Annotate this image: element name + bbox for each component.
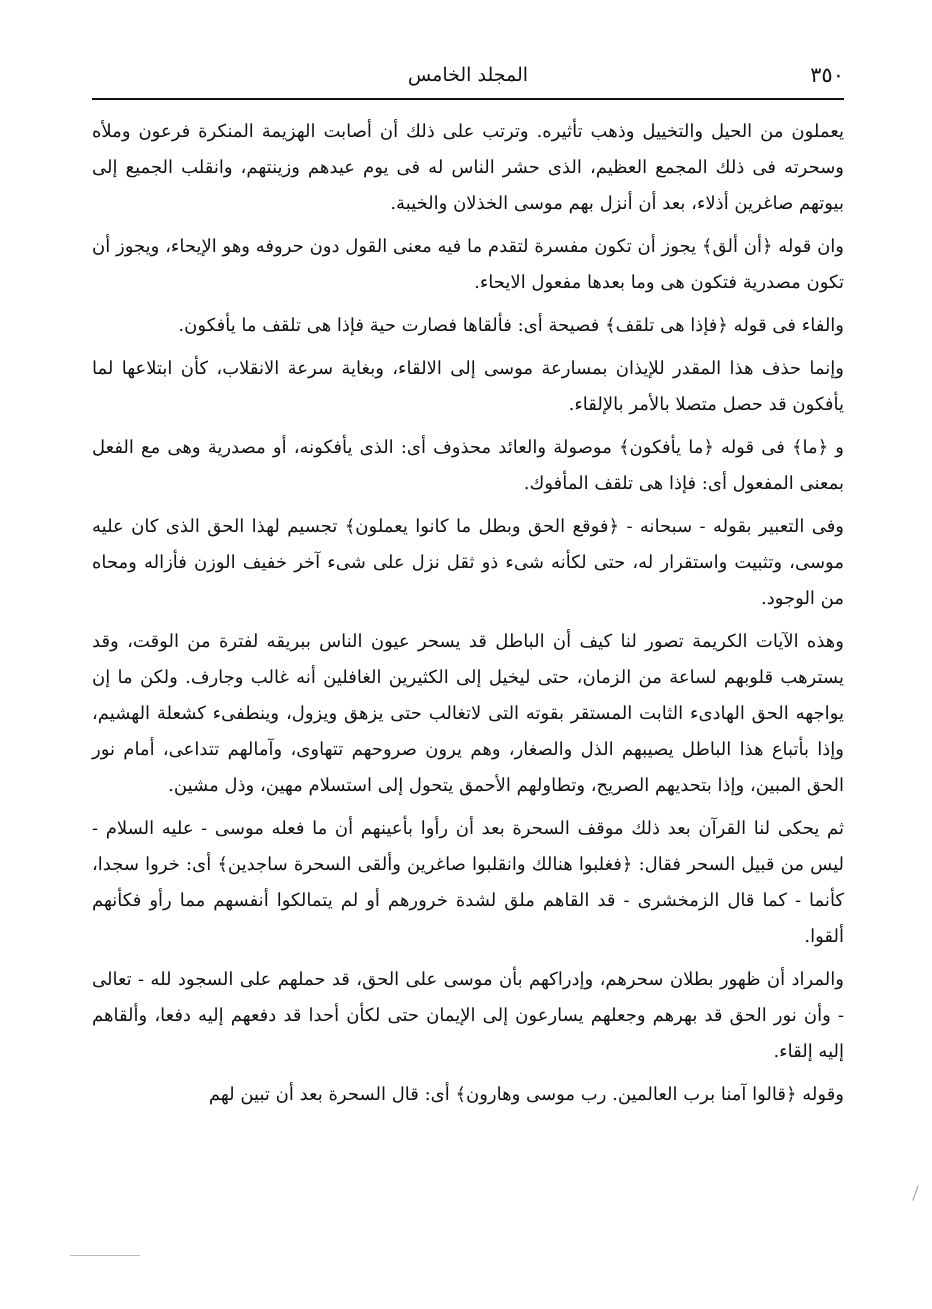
running-title: المجلد الخامس — [407, 64, 529, 86]
page-header — [92, 60, 844, 94]
paragraph-6: وفى التعبير بقوله - سبحانه - ﴿فوقع الحق وبطل ما كانوا يعملون﴾ تجسيم لهذا الحق الذى كان عليه موسى، وتثبيت واستقرار له، حتى لكأنه شىء ذو ثقل نزل على شىء آخر خفيف الوزن فأزاله ومحاه من الوجود. — [92, 516, 844, 609]
paragraph-4: وإنما حذف هذا المقدر للإيذان بمسارعة موسى إلى الالقاء، وبغاية سرعة الانقلاب، كأن ابتلاعها لما يأفكون قد حصل متصلا بالأمر بالإلقاء. — [92, 358, 844, 415]
page-number: ٣٥٠ — [810, 63, 844, 87]
body-text — [92, 114, 844, 1120]
paragraph-1: يعملون من الحيل والتخييل وذهب تأثيره. وترتب على ذلك أن أصابت الهزيمة المنكرة فرعون وملأه وسحرته فى ذلك المجمع العظيم، الذى حشر الناس له فى يوم عيدهم وزينتهم، وانقلب الجميع إلى بيوتهم صاغرين أذلاء، بعد أن أنزل بهم موسى الخذلان والخيبة. — [92, 121, 844, 214]
paragraph-8: ثم يحكى لنا القرآن بعد ذلك موقف السحرة بعد أن رأوا بأعينهم أن ما فعله موسى - عليه السلام - ليس من قبيل السحر فقال: ﴿فغلبوا هنالك وانقلبوا صاغرين وألقى السحرة ساجدين﴾ أى: خروا سجدا، كأنما - كما قال الزمخشرى - قد القاهم ملق لشدة خرورهم أو لم يتمالكوا أنفسهم مما رأو فكأنهم ألقوا. — [92, 818, 844, 947]
paragraph-7: وهذه الآيات الكريمة تصور لنا كيف أن الباطل قد يسحر عيون الناس ببريقه لفترة من الوقت، وقد يسترهب قلوبهم لساعة من الزمان، حتى ليخيل إلى الكثيرين الغافلين أنه غالب وجارف. ولكن ما إن يواجهه الحق الهادىء الثابت المستقر بقوته التى لاتغالب حتى يزهق ويزول، وينطفىء كشعلة الهشيم، وإذا بأتباع هذا الباطل يصيبهم الذل والصغار، وهم يرون صروحهم تتهاوى، وآمالهم تتداعى، أمام نور الحق المبين، وإذا بتحديهم الصريح، وتطاولهم الأحمق يتحول إلى استسلام مهين، وذل مشين. — [92, 631, 844, 796]
scan-artifact-tick — [912, 1185, 918, 1200]
paragraph-2: وان قوله ﴿أن ألق﴾ يجوز أن تكون مفسرة لتقدم ما فيه معنى القول دون حروفه وهو الإيحاء، ويجوز أن تكون مصدرية فتكون هى وما بعدها مفعول الايحاء. — [92, 236, 844, 293]
paragraph-10: وقوله ﴿قالوا آمنا برب العالمين. رب موسى وهارون﴾ أى: قال السحرة بعد أن تبين لهم — [208, 1084, 844, 1105]
paragraph-9: والمراد أن ظهور بطلان سحرهم، وإدراكهم بأن موسى على الحق، قد حملهم على السجود لله - تعالى - وأن نور الحق قد بهرهم وجعلهم يسارعون إلى الإيمان حتى لكأن أحدا قد دفعهم إليه دفعا، وألقاهم إليه إلقاء. — [92, 969, 844, 1062]
scan-artifact-line — [70, 1255, 140, 1256]
header-rule — [92, 98, 844, 100]
paragraph-5: و ﴿ما﴾ فى قوله ﴿ما يأفكون﴾ موصولة والعائد محذوف أى: الذى يأفكونه، أو مصدرية وهى مع الفعل بمعنى المفعول أى: فإذا هى تلقف المأفوك. — [92, 437, 844, 494]
paragraph-3: والفاء فى قوله ﴿فإذا هى تلقف﴾ فصيحة أى: فألقاها فصارت حية فإذا هى تلقف ما يأفكون. — [178, 315, 844, 336]
